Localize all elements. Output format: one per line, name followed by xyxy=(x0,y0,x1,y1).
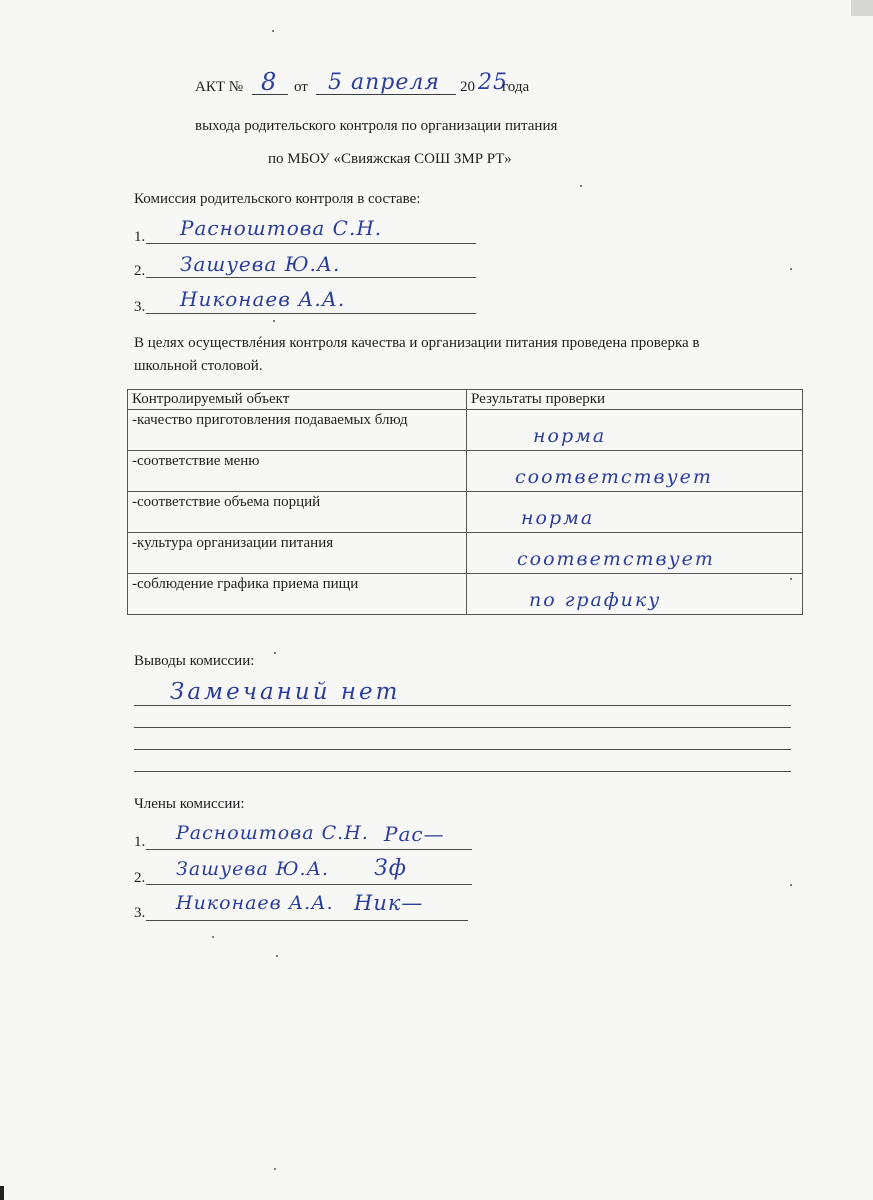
member-name-hand: Расноштова С.Н. xyxy=(176,822,369,844)
commission-member-num: 2. xyxy=(134,263,146,279)
result-hand: норма xyxy=(533,425,607,447)
conclusion-line xyxy=(134,727,791,728)
commission-member-name: Никонаев А.А. xyxy=(180,287,346,311)
scan-corner-shade xyxy=(851,0,873,16)
scan-speck xyxy=(790,578,792,580)
result-hand: по графику xyxy=(529,589,662,611)
ot-label: от xyxy=(294,79,308,95)
year-prefix: 20 xyxy=(460,79,475,95)
header-object: Контролируемый объект xyxy=(128,390,467,410)
object-cell: -соответствие меню xyxy=(128,451,467,492)
commission-member-num: 3. xyxy=(134,299,146,315)
act-label: АКТ № xyxy=(195,79,244,95)
table-row xyxy=(128,451,803,492)
result-cell xyxy=(467,533,803,574)
member-num: 1. xyxy=(134,834,146,850)
conclusions-title: Выводы комиссии: xyxy=(134,653,255,669)
header-results: Результаты проверки xyxy=(467,390,803,410)
conclusion-line xyxy=(134,705,791,706)
scan-speck xyxy=(276,955,278,957)
member-num: 3. xyxy=(134,905,146,921)
member-name-hand: Зашуева Ю.А. xyxy=(176,858,329,880)
scan-speck xyxy=(790,268,792,270)
members-title: Члены комиссии: xyxy=(134,796,245,812)
result-hand: соответствует xyxy=(515,466,713,488)
member-signature: Рас— xyxy=(384,822,445,846)
scan-speck xyxy=(273,320,275,322)
intro-text-line1: В целях осуществлéния контроля качества и организации питания проведена проверка в xyxy=(134,335,700,351)
member-signature: Ник— xyxy=(354,891,424,915)
result-cell xyxy=(467,451,803,492)
scan-speck xyxy=(272,30,274,32)
table-row xyxy=(128,492,803,533)
scan-speck xyxy=(212,936,214,938)
member-line xyxy=(146,277,476,278)
date-hand: 5 апреля xyxy=(328,70,440,95)
object-cell: -соблюдение графика приема пищи xyxy=(128,574,467,615)
conclusion-line xyxy=(134,749,791,750)
result-cell xyxy=(467,492,803,533)
result-hand: норма xyxy=(521,507,595,529)
table-row xyxy=(128,533,803,574)
member-signature: Зф xyxy=(374,856,407,881)
scan-speck xyxy=(790,884,792,886)
signature-line xyxy=(146,884,472,885)
commission-title: Комиссия родительского контроля в составе: xyxy=(134,191,421,207)
intro-text-line2: школьной столовой. xyxy=(134,358,263,374)
inspection-table xyxy=(127,389,803,615)
member-num: 2. xyxy=(134,870,146,886)
scan-speck xyxy=(274,1168,276,1170)
result-cell xyxy=(467,574,803,615)
conclusion-line xyxy=(134,771,791,772)
table-row xyxy=(128,410,803,451)
scan-speck xyxy=(274,652,276,654)
object-cell: -соответствие объема порций xyxy=(128,492,467,533)
object-cell: -качество приготовления подаваемых блюд xyxy=(128,410,467,451)
conclusions-hand: Замечаний нет xyxy=(170,679,401,705)
result-hand: соответствует xyxy=(517,548,715,570)
result-cell xyxy=(467,410,803,451)
table-header-row xyxy=(128,390,803,410)
commission-member-num: 1. xyxy=(134,229,146,245)
object-cell: -культура организации питания xyxy=(128,533,467,574)
year-word: года xyxy=(502,79,530,95)
table-row xyxy=(128,574,803,615)
scan-edge-mark xyxy=(0,1186,4,1200)
commission-member-name: Расноштова С.Н. xyxy=(180,216,383,240)
act-subtitle: выхода родительского контроля по организации питания xyxy=(195,118,558,134)
scan-speck xyxy=(580,185,582,187)
member-line xyxy=(146,243,476,244)
member-name-hand: Никонаев А.А. xyxy=(176,892,334,914)
signature-line xyxy=(146,920,468,921)
year-suffix-hand: 25 xyxy=(478,70,508,95)
commission-member-name: Зашуева Ю.А. xyxy=(180,252,341,276)
act-number-hand: 8 xyxy=(261,68,278,96)
signature-line xyxy=(146,849,472,850)
member-line xyxy=(146,313,476,314)
school-name: по МБОУ «Свияжская СОШ ЗМР РТ» xyxy=(268,151,512,167)
